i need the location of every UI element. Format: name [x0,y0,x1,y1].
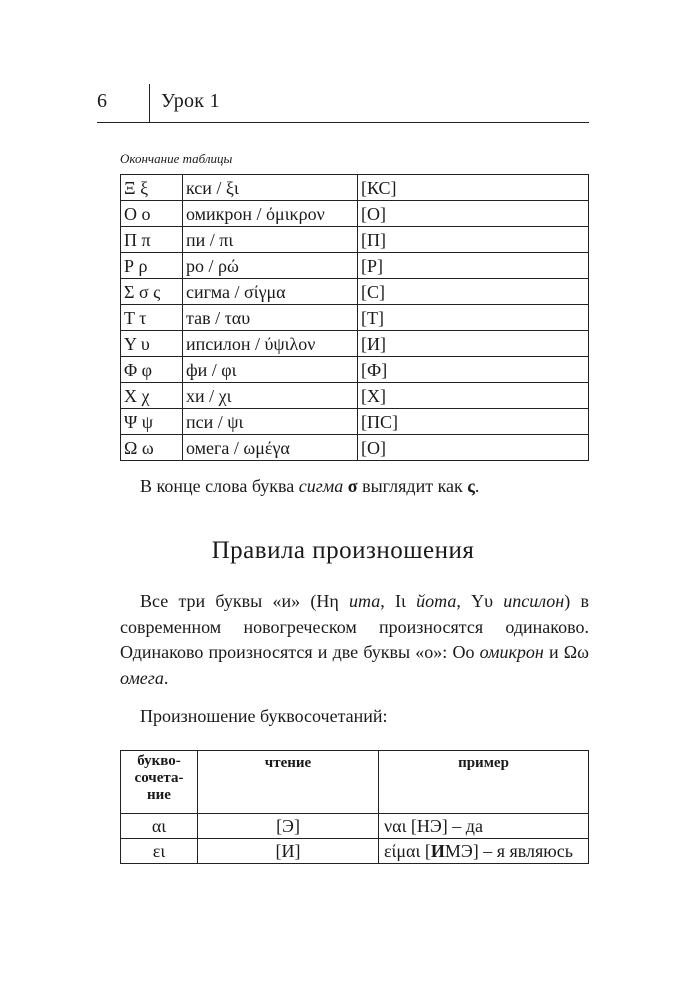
para-term: йота [416,591,457,611]
para-text: Все три буквы «и» (Ηη [140,591,350,611]
sound-cell: [О] [358,201,589,227]
table-row [121,201,589,227]
para-text: , Υυ [456,591,504,611]
name-cell: сигма / σίγμα [183,279,358,305]
table-row [121,383,589,409]
name-cell: ро / ρώ [183,253,358,279]
table-header-row [121,751,589,814]
sound-cell: [Ф] [358,357,589,383]
table-row [121,305,589,331]
para-text: ) в современном новогреческом произносятся одинаково. Одинаково произносятся и две буквы «о»: Οο [120,591,589,662]
letter-cell: Φ φ [121,357,183,383]
table-row [121,435,589,461]
section-title: Правила произношения [211,537,475,564]
sigma-note [140,476,479,497]
sound-cell: [С] [358,279,589,305]
sound-cell: [Х] [358,383,589,409]
note-text: . [474,476,480,496]
sound-cell: [Т] [358,305,589,331]
combinations-intro: Произношение буквосочетаний: [140,706,388,726]
table-row [121,253,589,279]
para-term: омега [120,667,164,688]
page-header [97,84,589,123]
table-caption: Окончание таблицы [120,151,233,166]
note-sigma-word: сигма [298,476,344,496]
para-term: омикрон [479,642,544,662]
note-sigma-letter: σ [347,476,358,496]
header-example: пример [379,751,589,814]
table-row [121,409,589,435]
page-number: 6 [97,90,107,112]
example-text: МЭ] – я являюсь [444,841,573,861]
header-divider [149,84,150,122]
name-cell: омега / ωμέγα [183,435,358,461]
letter-cell: Ξ ξ [121,175,183,201]
example-stress: И [430,841,445,861]
reading-cell: [Э] [198,814,379,839]
letter-cell: Ο ο [121,201,183,227]
name-cell: пи / πι [183,227,358,253]
letter-cell: Σ σ ς [121,279,183,305]
para-text: , Ιι [380,591,417,611]
sound-cell: [ПС] [358,409,589,435]
note-text: выглядит как [357,476,468,496]
name-cell: тав / ταυ [183,305,358,331]
note-text: В конце слова буква [140,476,299,496]
letter-cell: Ρ ρ [121,253,183,279]
combo-cell: ει [121,839,198,864]
name-cell: ипсилон / ύψιλον [183,331,358,357]
para-text: . [163,667,169,688]
table-row [121,227,589,253]
table-row [121,331,589,357]
name-cell: фи / φι [183,357,358,383]
note-final-sigma: ς [467,476,475,496]
header-reading: чтение [198,751,379,814]
table-row [121,814,589,839]
example-text: είμαι [ [384,841,431,861]
name-cell: омикрон / όμικρον [183,201,358,227]
combinations-table [120,750,589,864]
name-cell: хи / χι [183,383,358,409]
para-term: ипсилон [503,591,565,611]
letter-cell: Χ χ [121,383,183,409]
header-combination: букво- сочета- ние [121,751,198,814]
table-row [121,839,589,864]
table-row [121,175,589,201]
letter-cell: Ω ω [121,435,183,461]
chapter-title: Урок 1 [161,90,220,112]
pronunciation-paragraph [120,589,589,691]
name-cell: кси / ξι [183,175,358,201]
alphabet-table [120,174,589,461]
sound-cell: [И] [358,331,589,357]
sound-cell: [О] [358,435,589,461]
para-term: ита [349,591,381,611]
table-row [121,357,589,383]
sound-cell: [Р] [358,253,589,279]
letter-cell: Τ τ [121,305,183,331]
example-cell [379,839,589,864]
combo-cell: αι [121,814,198,839]
sound-cell: [КС] [358,175,589,201]
example-text: ναι [НЭ] – да [384,816,483,836]
letter-cell: Υ υ [121,331,183,357]
letter-cell: Ψ ψ [121,409,183,435]
sound-cell: [П] [358,227,589,253]
example-cell [379,814,589,839]
para-text: и Ωω [543,642,589,662]
reading-cell: [И] [198,839,379,864]
name-cell: пси / ψι [183,409,358,435]
table-row [121,279,589,305]
letter-cell: Π π [121,227,183,253]
